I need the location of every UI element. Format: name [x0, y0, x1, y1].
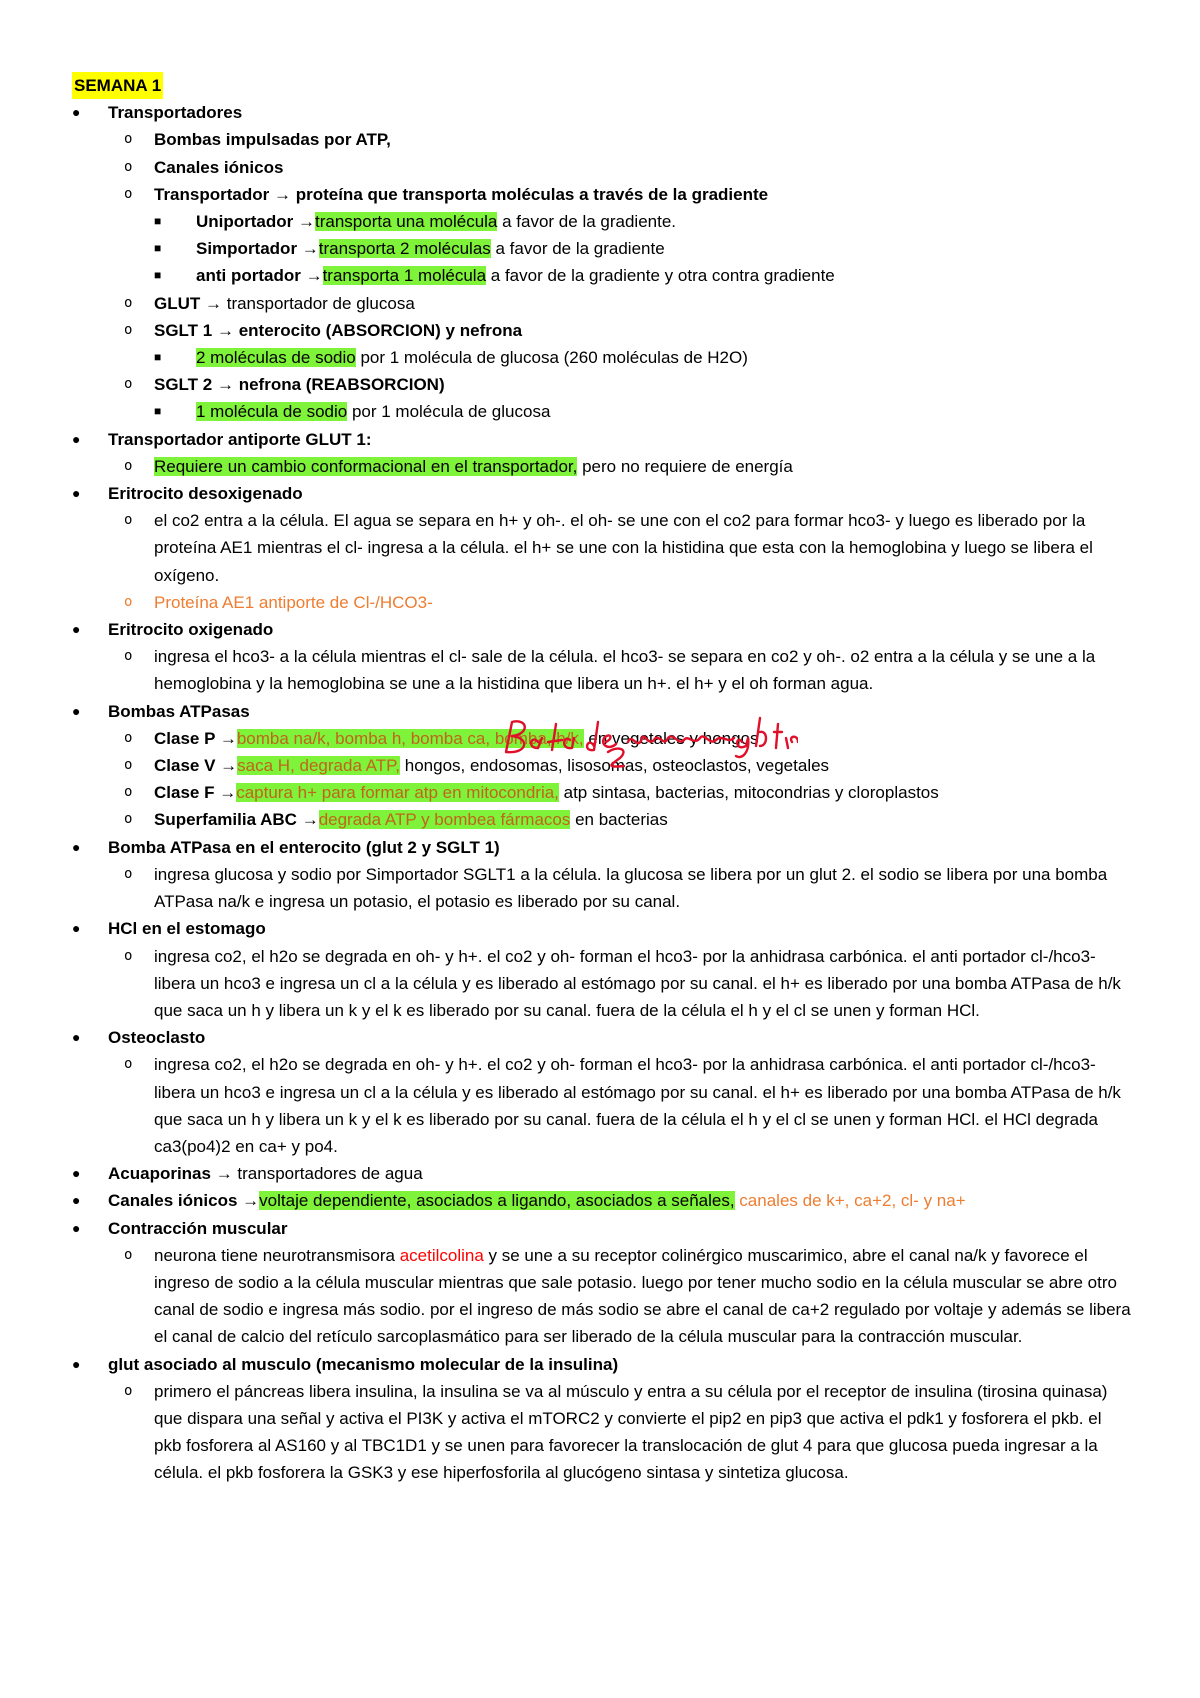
list-item: ■ anti portador →transporta 1 molécula a favor de la gradiente y otra contra gradiente [72, 262, 1132, 289]
bullet-icon: ● [72, 1029, 81, 1046]
circle-bullet-icon: o [124, 947, 133, 964]
square-bullet-icon: ■ [154, 214, 162, 229]
circle-bullet-icon: o [124, 376, 133, 393]
circle-bullet-icon: o [124, 865, 133, 882]
circle-bullet-icon: o [124, 294, 133, 311]
list-item: o Clase P →bomba na/k, bomba h, bomba ca, bomba, h/k, en vegetales y hongos [72, 725, 1132, 752]
bullet-icon: ● [72, 485, 81, 502]
list-item: ■ 1 molécula de sodio por 1 molécula de glucosa [72, 398, 1132, 425]
circle-bullet-icon: o [124, 757, 133, 774]
main-list [72, 99, 1132, 1486]
list-item: o GLUT → transportador de glucosa [72, 290, 1132, 317]
page-title: SEMANA 1 [72, 72, 163, 99]
circle-bullet-icon: o [124, 811, 133, 828]
arrow-icon: → [242, 1191, 260, 1211]
list-item: o el co2 entra a la célula. El agua se separa en h+ y oh-. el oh- se une con el co2 para formar hco3- y luego es liberado por la proteína AE1 mientras el cl- ingresa a la célula. el h+ se une con la histidina que esta con la hemoglobina y luego se libera el oxígeno. [72, 507, 1132, 589]
bullet-icon: ● [72, 621, 81, 638]
arrow-icon: → [301, 810, 319, 830]
arrow-icon: → [215, 1164, 233, 1184]
list-item: ● glut asociado al musculo (mecanismo molecular de la insulina) [72, 1351, 1132, 1378]
arrow-icon: → [219, 783, 237, 803]
arrow-icon: → [273, 184, 291, 204]
bullet-icon: ● [72, 1219, 81, 1236]
arrow-icon: → [219, 728, 237, 748]
list-item: ● HCl en el estomago [72, 915, 1132, 942]
list-item: o Proteína AE1 antiporte de Cl-/HCO3- [72, 589, 1132, 616]
list-item: ■ 2 moléculas de sodio por 1 molécula de glucosa (260 moléculas de H2O) [72, 344, 1132, 371]
bullet-icon: ● [72, 1165, 81, 1182]
list-item: o Requiere un cambio conformacional en el transportador, pero no requiere de energía [72, 453, 1132, 480]
arrow-icon: → [205, 293, 222, 313]
bullet-icon: ● [72, 838, 81, 855]
bullet-icon: ● [72, 702, 81, 719]
list-item: o Clase F →captura h+ para formar atp en mitocondria, atp sintasa, bacterias, mitocondrias y cloroplastos [72, 779, 1132, 806]
circle-bullet-icon: o [124, 1246, 133, 1263]
bullet-icon: ● [72, 104, 81, 121]
circle-bullet-icon: o [124, 729, 133, 746]
list-item: ● Canales iónicos →voltaje dependiente, asociados a ligando, asociados a señales, canales de k+, ca+2, cl- y na+ [72, 1187, 1132, 1214]
list-item: ■ Uniportador →transporta una molécula a favor de la gradiente. [72, 208, 1132, 235]
list-item: ■ Simportador →transporta 2 moléculas a favor de la gradiente [72, 235, 1132, 262]
square-bullet-icon: ■ [154, 404, 162, 419]
list-item: o SGLT 1 → enterocito (ABSORCION) y nefrona [72, 317, 1132, 344]
circle-bullet-icon: o [124, 593, 133, 610]
list-item: o Superfamilia ABC →degrada ATP y bombea fármacos en bacterias [72, 806, 1132, 833]
list-item: o SGLT 2 → nefrona (REABSORCION) [72, 371, 1132, 398]
list-item: o ingresa el hco3- a la célula mientras el cl- sale de la célula. el hco3- se separa en co2 y oh-. o2 entra a la célula y se une a la hemoglobina y la hemoglobina se une a la histidina que libera un h+. el h+ y el oh forman agua. [72, 643, 1132, 697]
arrow-icon: → [216, 375, 234, 395]
circle-bullet-icon: o [124, 185, 133, 202]
list-item: o ingresa co2, el h2o se degrada en oh- y h+. el co2 y oh- forman el hco3- por la anhidrasa carbónica. el anti portador cl-/hco3- libera un hco3 e ingresa un cl a la célula y es liberado al estómago por su canal. el h+ es liberado por una bomba ATPasa de h/k que saca un h y libera un k y el k es liberado por su canal. fuera de la célula el h y el cl se unen y forman HCl. el HCl degrada ca3(po4)2 en ca+ y po4. [72, 1051, 1132, 1160]
circle-bullet-icon: o [124, 131, 133, 148]
arrow-icon: → [305, 266, 323, 286]
list-item: ● Transportadores [72, 99, 1132, 126]
square-bullet-icon: ■ [154, 241, 162, 256]
bullet-icon: ● [72, 920, 81, 937]
circle-bullet-icon: o [124, 158, 133, 175]
list-item: ● Bombas ATPasas [72, 698, 1132, 725]
bullet-icon: ● [72, 430, 81, 447]
list-item: ● Transportador antiporte GLUT 1: [72, 426, 1132, 453]
circle-bullet-icon: o [124, 512, 133, 529]
arrow-icon: → [298, 212, 315, 232]
handwritten-annotation [498, 712, 798, 772]
list-item: o ingresa glucosa y sodio por Simportador SGLT1 a la célula. la glucosa se libera por un glut 2. el sodio se libera por una bomba ATPasa na/k e ingresa un potasio, el potasio es liberado por su canal. [72, 861, 1132, 915]
list-item: ● Eritrocito oxigenado [72, 616, 1132, 643]
list-item: o neurona tiene neurotransmisora acetilcolina y se une a su receptor colinérgico muscarimico, abre el canal na/k y favorece el ingreso de sodio a la célula muscular mientras que sale potasio. luego por tener mucho sodio en la célula muscular se abre otro canal de sodio e ingresa más sodio. por el ingreso de más sodio se abre el canal de ca+2 regulado por voltaje y además se libera el canal de calcio del retículo sarcoplasmático para ser liberado de la célula muscular para la contracción muscular. [72, 1242, 1132, 1351]
bullet-icon: ● [72, 1355, 81, 1372]
document-body [72, 72, 1132, 1487]
list-item: o Clase V →saca H, degrada ATP, hongos, endosomas, lisosomas, osteoclastos, vegetales [72, 752, 1132, 779]
list-item: o ingresa co2, el h2o se degrada en oh- y h+. el co2 y oh- forman el hco3- por la anhidrasa carbónica. el anti portador cl-/hco3- libera un hco3 e ingresa un cl a la célula y es liberado al estómago por su canal. el h+ es liberado por una bomba ATPasa de h/k que saca un h y libera un k y el k es liberado por su canal. fuera de la célula el h y el cl se unen y forman HCl. [72, 943, 1132, 1025]
circle-bullet-icon: o [124, 321, 133, 338]
arrow-icon: → [301, 239, 319, 259]
square-bullet-icon: ■ [154, 350, 162, 365]
list-item: ● Acuaporinas → transportadores de agua [72, 1160, 1132, 1187]
list-item: ● Bomba ATPasa en el enterocito (glut 2 y SGLT 1) [72, 834, 1132, 861]
circle-bullet-icon: o [124, 1382, 133, 1399]
circle-bullet-icon: o [124, 1056, 133, 1073]
circle-bullet-icon: o [124, 648, 133, 665]
circle-bullet-icon: o [124, 784, 133, 801]
arrow-icon: → [216, 320, 234, 340]
bullet-icon: ● [72, 1192, 81, 1209]
list-item: o Bombas impulsadas por ATP, [72, 126, 1132, 153]
list-item: o primero el páncreas libera insulina, la insulina se va al músculo y entra a su célula por el receptor de insulina (tirosina quinasa) que dispara una señal y activa el PI3K y activa el mTORC2 y convierte el pip2 en pip3 que activa el pdk1 y fosforera el pkb. el pkb fosforera al AS160 y al TBC1D1 y se unen para favorecer la translocación de glut 4 para que glucosa pueda ingresar a la célula. el pkb fosforera la GSK3 y ese hiperfosforila al glucógeno sintasa y sintetiza glucosa. [72, 1378, 1132, 1487]
list-item: o Transportador → proteína que transporta moléculas a través de la gradiente [72, 181, 1132, 208]
list-item: ● Osteoclasto [72, 1024, 1132, 1051]
circle-bullet-icon: o [124, 457, 133, 474]
arrow-icon: → [220, 756, 238, 776]
list-item: o Canales iónicos [72, 154, 1132, 181]
square-bullet-icon: ■ [154, 268, 162, 283]
list-item: ● Eritrocito desoxigenado [72, 480, 1132, 507]
list-item: ● Contracción muscular [72, 1215, 1132, 1242]
